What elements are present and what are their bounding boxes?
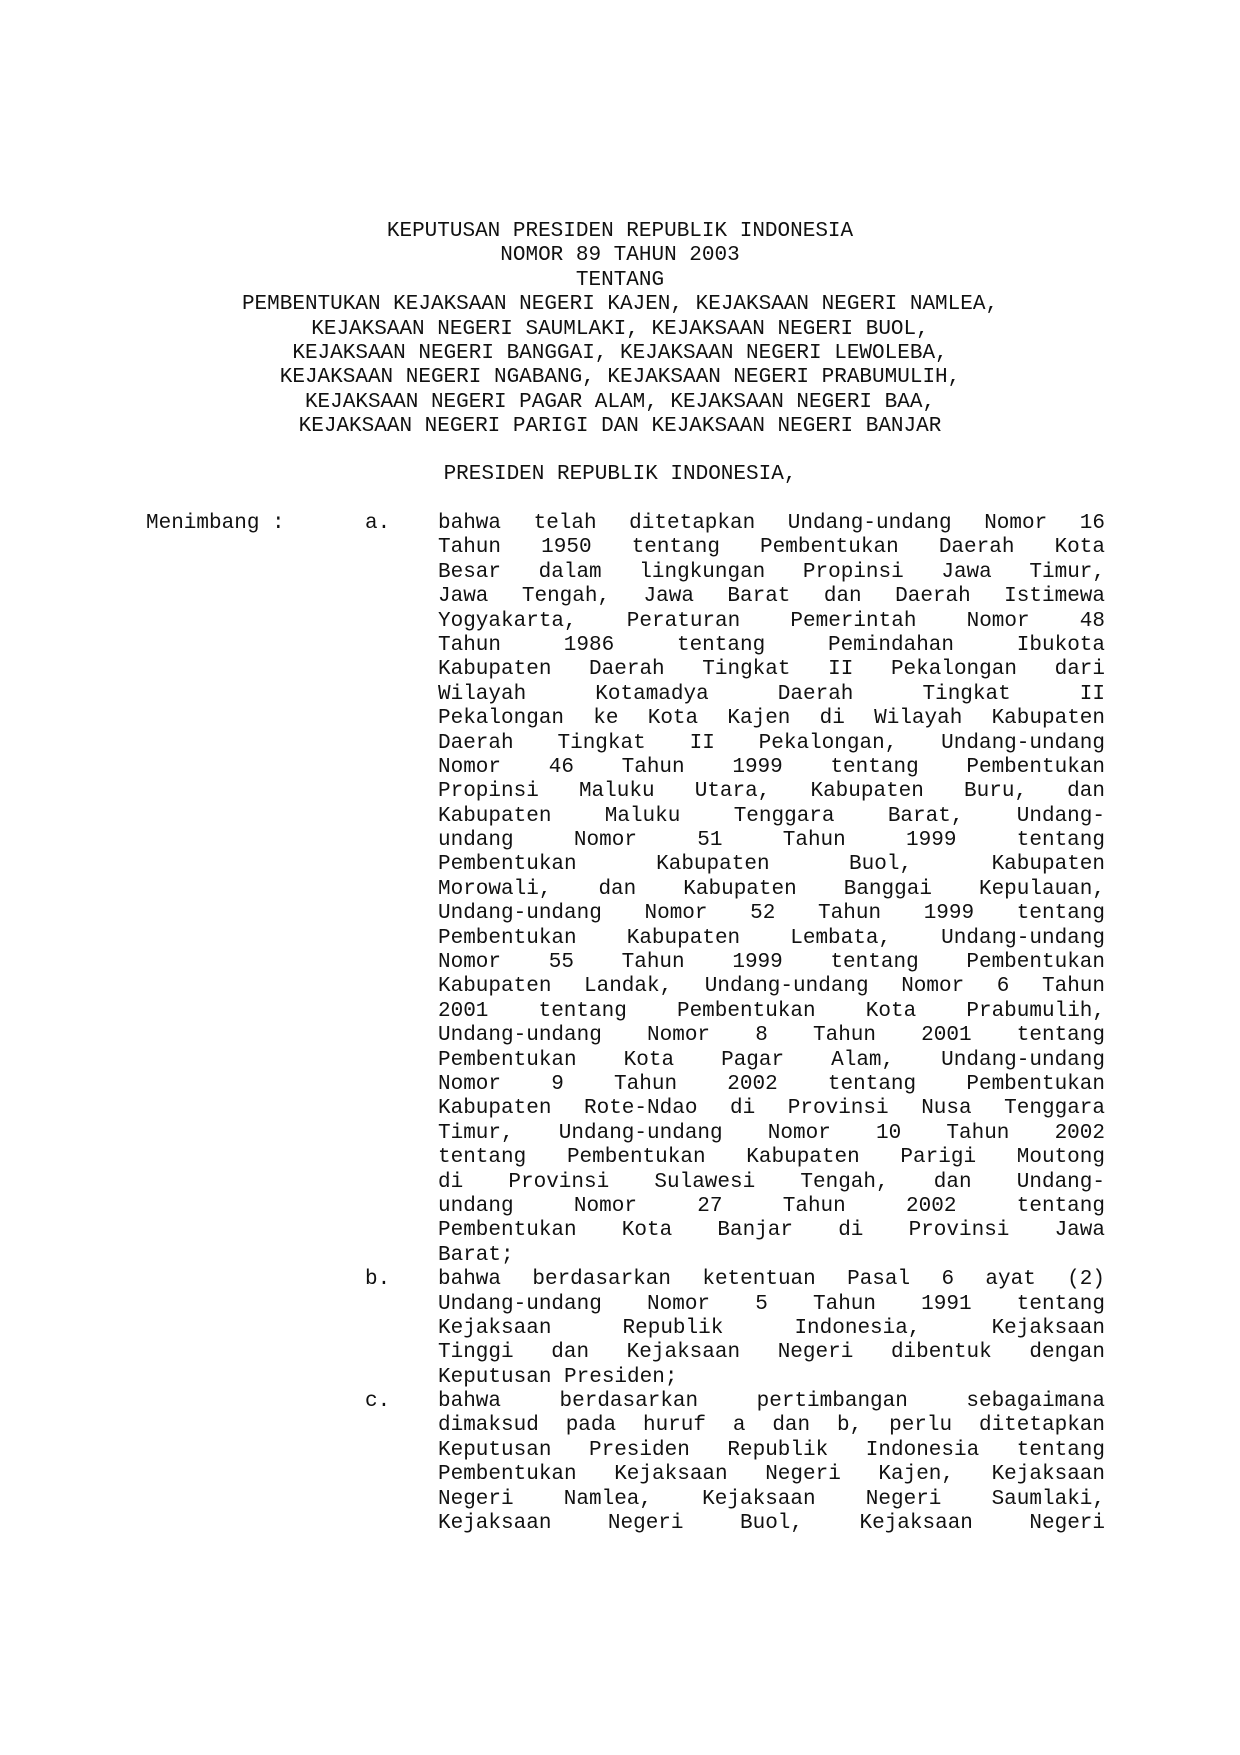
subject-line: KEJAKSAAN NEGERI PAGAR ALAM, KEJAKSAAN NEGERI BAA, <box>304 390 936 414</box>
item-text-line: Yogyakarta, Peraturan Pemerintah Nomor 48 <box>438 609 1105 633</box>
item-text-line: Timur, Undang-undang Nomor 10 Tahun 2002 <box>438 1121 1105 1145</box>
item-text-line: tentang Pembentukan Kabupaten Parigi Moutong <box>438 1146 1105 1170</box>
item-text-line: Undang-undang Nomor 8 Tahun 2001 tentang <box>438 1024 1105 1048</box>
item-text-line: Kabupaten Maluku Tenggara Barat, Undang- <box>438 804 1105 828</box>
item-text-line: undang Nomor 27 Tahun 2002 tentang <box>438 1194 1105 1218</box>
subject-line: KEJAKSAAN NEGERI PARIGI DAN KEJAKSAAN NEGERI BANJAR <box>298 415 942 439</box>
subject-line: KEJAKSAAN NEGERI NGABANG, KEJAKSAAN NEGERI PRABUMULIH, <box>279 366 961 390</box>
item-text-line: Nomor 9 Tahun 2002 tentang Pembentukan <box>438 1072 1105 1096</box>
subject-line: KEJAKSAAN NEGERI SAUMLAKI, KEJAKSAAN NEGERI BUOL, <box>311 317 929 341</box>
document-title-block <box>100 220 1140 440</box>
item-text-line: Pembentukan Kabupaten Buol, Kabupaten <box>438 853 1105 877</box>
tentang-line: TENTANG <box>575 268 665 292</box>
item-text-line: bahwa telah ditetapkan Undang-undang Nomor 16 <box>438 512 1105 535</box>
item-text-line: Propinsi Maluku Utara, Kabupaten Buru, dan <box>438 780 1105 804</box>
item-text-line: Keputusan Presiden Republik Indonesia tentang <box>438 1438 1105 1462</box>
item-text-line: dimaksud pada huruf a dan b, perlu ditetapkan <box>438 1414 1105 1438</box>
item-text-line: Kabupaten Landak, Undang-undang Nomor 6 Tahun <box>438 975 1105 999</box>
item-text-line: Undang-undang Nomor 5 Tahun 1991 tentang <box>438 1292 1105 1316</box>
item-text-line: Jawa Tengah, Jawa Barat dan Daerah Istimewa <box>438 585 1105 609</box>
item-text-line: bahwa berdasarkan ketentuan Pasal 6 ayat (2) <box>438 1268 1105 1292</box>
item-text-line: Morowali, dan Kabupaten Banggai Kepulauan, <box>438 877 1105 901</box>
item-text-line: Tahun 1950 tentang Pembentukan Daerah Kota <box>438 536 1105 560</box>
consideration-list <box>365 512 1105 1536</box>
subject-line: PEMBENTUKAN KEJAKSAAN NEGERI KAJEN, KEJAKSAAN NEGERI NAMLEA, <box>241 293 999 317</box>
item-text-line: Kabupaten Rote-Ndao di Provinsi Nusa Tenggara <box>438 1097 1105 1121</box>
item-text-line: Pembentukan Kota Banjar di Provinsi Jawa <box>438 1219 1105 1243</box>
consideration-item <box>365 1390 1105 1536</box>
item-text-line: Barat; <box>438 1243 514 1267</box>
item-text-line: undang Nomor 51 Tahun 1999 tentang <box>438 829 1105 853</box>
item-marker: b. <box>365 1268 391 1292</box>
consideration-item <box>365 1268 1105 1390</box>
item-text-line: Nomor 46 Tahun 1999 tentang Pembentukan <box>438 755 1105 779</box>
item-text-line: Wilayah Kotamadya Daerah Tingkat II <box>438 682 1105 706</box>
item-text-line: Kabupaten Daerah Tingkat II Pekalongan dari <box>438 658 1105 682</box>
item-text-line: Pembentukan Kabupaten Lembata, Undang-undang <box>438 926 1105 950</box>
item-text-line: Pekalongan ke Kota Kajen di Wilayah Kabupaten <box>438 707 1105 731</box>
item-text-line: bahwa berdasarkan pertimbangan sebagaimana <box>438 1390 1105 1414</box>
item-text-line: Pembentukan Kota Pagar Alam, Undang-undang <box>438 1048 1105 1072</box>
item-text-line: Kejaksaan Republik Indonesia, Kejaksaan <box>438 1316 1105 1340</box>
item-text-line: Negeri Namlea, Kejaksaan Negeri Saumlaki, <box>438 1487 1105 1511</box>
item-marker: a. <box>365 512 391 535</box>
item-text-line: Besar dalam lingkungan Propinsi Jawa Timur, <box>438 560 1105 584</box>
item-text-line: Tinggi dan Kejaksaan Negeri dibentuk dengan <box>438 1341 1105 1365</box>
title-line: KEPUTUSAN PRESIDEN REPUBLIK INDONESIA <box>386 220 854 243</box>
item-text-line: di Provinsi Sulawesi Tengah, dan Undang- <box>438 1170 1105 1194</box>
decree-number-line: NOMOR 89 TAHUN 2003 <box>500 244 740 268</box>
item-marker: c. <box>365 1390 391 1414</box>
item-text-line: Nomor 55 Tahun 1999 tentang Pembentukan <box>438 951 1105 975</box>
item-text-line: Daerah Tingkat II Pekalongan, Undang-undang <box>438 731 1105 755</box>
item-text-line: Kejaksaan Negeri Buol, Kejaksaan Negeri <box>438 1512 1105 1536</box>
president-heading: PRESIDEN REPUBLIK INDONESIA, <box>443 463 797 486</box>
item-text-line: Undang-undang Nomor 52 Tahun 1999 tentang <box>438 902 1105 926</box>
item-text-line: 2001 tentang Pembentukan Kota Prabumulih, <box>438 999 1105 1023</box>
item-text-line: Pembentukan Kejaksaan Negeri Kajen, Kejaksaan <box>438 1463 1105 1487</box>
consideration-item <box>365 512 1105 1268</box>
menimbang-label: Menimbang : <box>146 512 285 535</box>
subject-line: KEJAKSAAN NEGERI BANGGAI, KEJAKSAAN NEGERI LEWOLEBA, <box>292 342 948 366</box>
item-text-line: Tahun 1986 tentang Pemindahan Ibukota <box>438 633 1105 657</box>
item-text-line: Keputusan Presiden; <box>438 1365 678 1389</box>
